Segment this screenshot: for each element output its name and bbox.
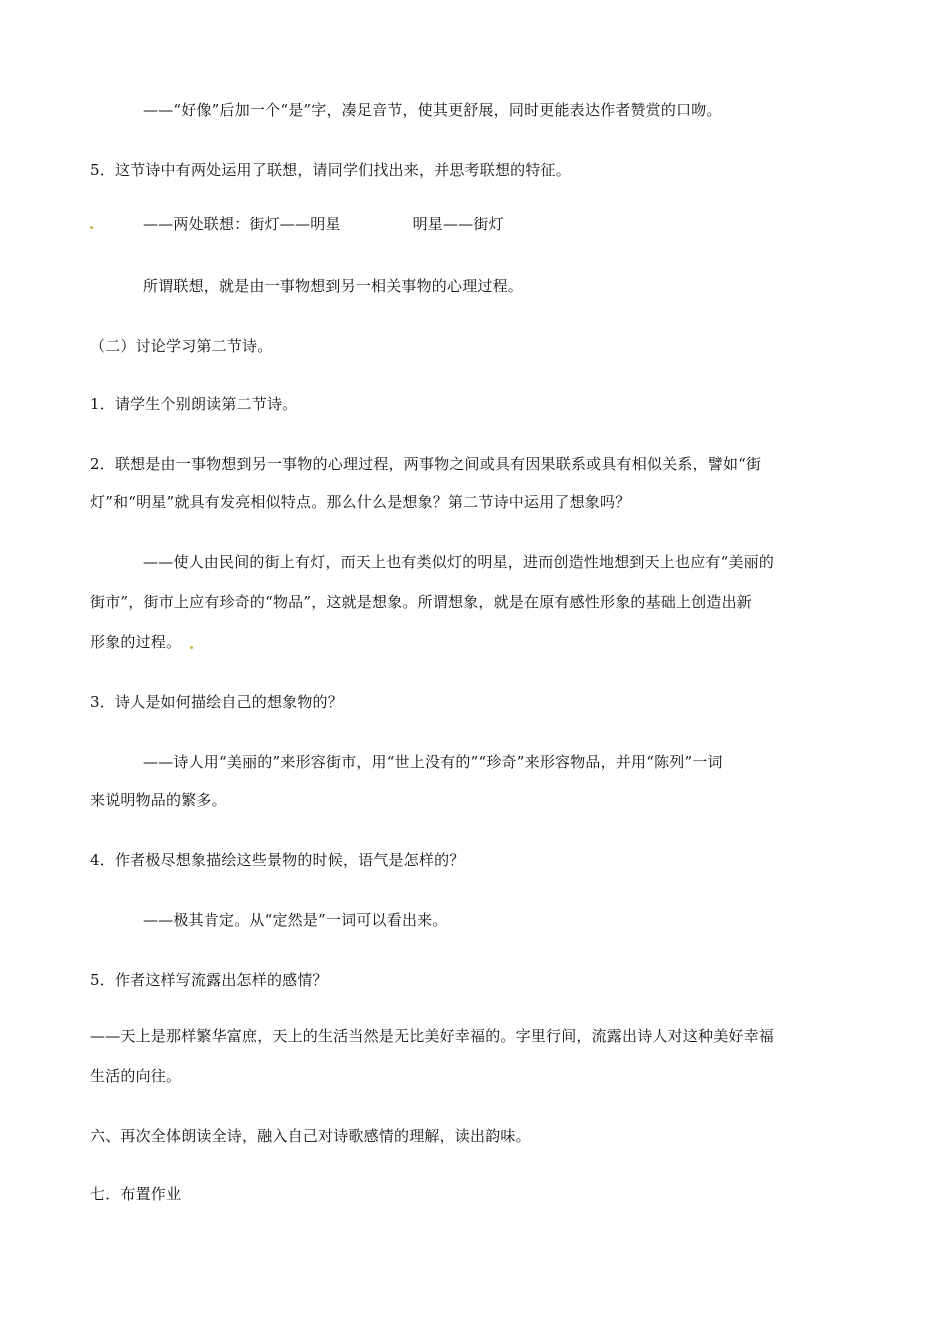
answer-line: ——“好像”后加一个“是”字，凑足音节，使其更舒展，同时更能表达作者赞赏的口吻。 — [143, 101, 722, 119]
question-line: 3．诗人是如何描绘自己的想象物的？ — [90, 693, 343, 711]
marker-dot — [190, 646, 193, 649]
section-heading: 六、再次全体朗读全诗，融入自己对诗歌感情的理解，读出韵味。 — [90, 1127, 531, 1145]
question-line: 2．联想是由一事物想到另一事物的心理过程，两事物之间或具有因果联系或具有相似关系，譬如“街 — [90, 455, 762, 473]
definition-line: 所谓联想，就是由一事物想到另一相关事物的心理过程。 — [143, 277, 524, 295]
question-line: 5．作者这样写流露出怎样的感情？ — [90, 971, 328, 989]
section-heading: （二）讨论学习第二节诗。 — [90, 337, 273, 355]
question-line: 5．这节诗中有两处运用了联想，请同学们找出来，并思考联想的特征。 — [90, 161, 571, 179]
answer-line-continued: 来说明物品的繁多。 — [90, 791, 227, 809]
association-text: ——两处联想：街灯——明星 — [143, 215, 341, 233]
answer-line-continued: 生活的向往。 — [90, 1067, 182, 1085]
answer-line-continued: 街市”，街市上应有珍奇的“物品”，这就是想象。所谓想象，就是在原有感性形象的基础上创造出新 — [90, 593, 753, 611]
marker-dot — [90, 226, 93, 229]
answer-line-continued: 形象的过程。 — [90, 633, 182, 651]
section-heading: 七．布置作业 — [90, 1185, 182, 1203]
answer-line: ——天上是那样繁华富庶，天上的生活当然是无比美好幸福的。字里行间，流露出诗人对这种美好幸福 — [90, 1027, 775, 1045]
association-text-reverse: 明星——街灯 — [412, 215, 504, 233]
answer-line: ——诗人用“美丽的”来形容街市，用“世上没有的”“珍奇”来形容物品，并用“陈列”一词 — [143, 753, 723, 771]
answer-line: ——极其肯定。从“定然是”一词可以看出来。 — [143, 911, 448, 929]
answer-line — [143, 214, 504, 234]
question-line: 4．作者极尽想象描绘这些景物的时候，语气是怎样的？ — [90, 851, 465, 869]
answer-line: ——使人由民间的街上有灯，而天上也有类似灯的明星，进而创造性地想到天上也应有“美丽的 — [143, 553, 775, 571]
question-line: 1．请学生个别朗读第二节诗。 — [90, 395, 298, 413]
question-line-continued: 灯”和“明星”就具有发亮相似特点。那么什么是想象？第二节诗中运用了想象吗？ — [90, 493, 631, 511]
